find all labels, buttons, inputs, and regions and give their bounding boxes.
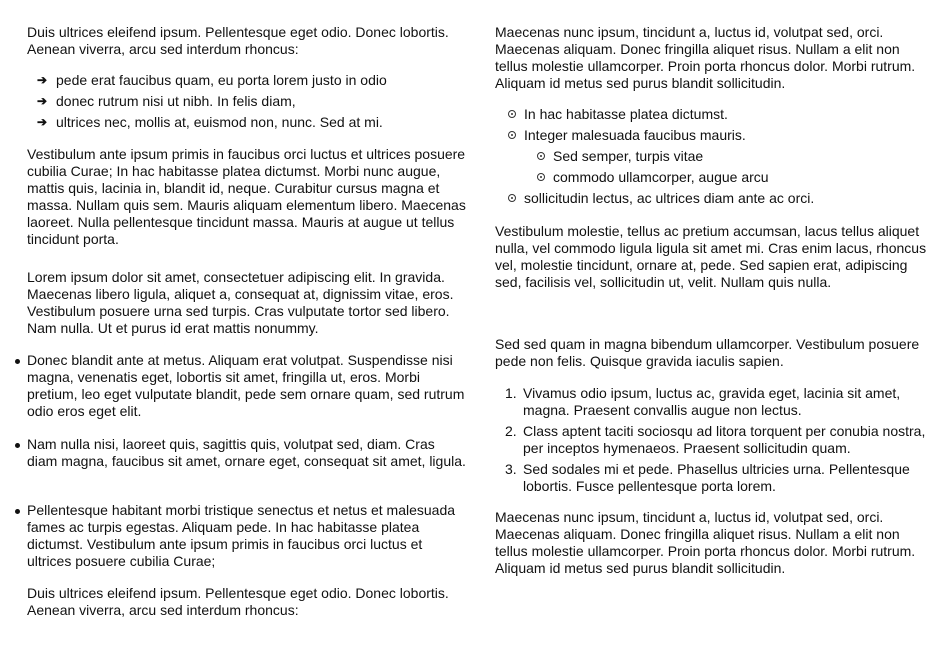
paragraph: Duis ultrices eleifend ipsum. Pellentesque eget odio. Donec lobortis. Aenean viverra, arcu sed interdum rhoncus: <box>27 24 449 57</box>
list-item: ➔ donec rutrum nisi ut nibh. In felis diam, <box>37 93 296 109</box>
list-item: 1. Vivamus odio ipsum, luctus ac, gravida eget, lacinia sit amet, magna. Praesent convallis augue non lectus. <box>505 385 901 418</box>
list-item: Donec blandit ante at metus. Aliquam erat volutpat. Suspendisse nisi magna, venenatis eget, lobortis sit amet, fringilla ut, eros. Morbi pretium, leo eget vulputate blandit, pede sem ornare quam, sed rutrum odio eros eget elit. <box>27 352 467 420</box>
arrow-right-icon: ➔ <box>37 115 48 129</box>
bullet-icon <box>15 359 20 364</box>
bullet-icon <box>15 509 20 514</box>
circle-bullet-icon <box>537 152 545 160</box>
list-item: sollicitudin lectus, ac ultrices diam ante ac orci. <box>495 190 935 211</box>
bullet-list <box>27 352 467 420</box>
list-item: Pellentesque habitant morbi tristique senectus et netus et malesuada fames ac turpis egestas. Aliquam pede. In hac habitasse platea dictumst. Vestibulum ante ipsum primis in faucibus orci luctus et ultrices posuere cubilia Curae; <box>27 502 467 570</box>
paragraph: Sed sed quam in magna bibendum ullamcorper. Vestibulum posuere pede non felis. Quisque gravida iaculis sapien. <box>495 336 920 369</box>
bullet-list <box>27 502 467 570</box>
circle-bullet-icon <box>508 131 516 139</box>
circle-bullet-icon <box>537 173 545 181</box>
list-item: Sed semper, turpis vitae <box>495 148 935 169</box>
list-item: commodo ullamcorper, augue arcu <box>495 169 935 190</box>
paragraph: Duis ultrices eleifend ipsum. Pellentesque eget odio. Donec lobortis. Aenean viverra, arcu sed interdum rhoncus: <box>27 585 449 618</box>
numbered-list <box>495 385 935 499</box>
circle-list <box>495 106 935 211</box>
arrow-right-icon: ➔ <box>37 73 48 87</box>
circle-bullet-icon <box>508 110 516 118</box>
list-item: 3. Sed sodales mi et pede. Phasellus ultricies urna. Pellentesque lobortis. Fusce pellentesque porta lorem. <box>505 461 910 494</box>
list-item: ➔ pede erat faucibus quam, eu porta lorem justo in odio <box>37 72 387 88</box>
bullet-list <box>27 436 467 470</box>
list-item: Nam nulla nisi, laoreet quis, sagittis quis, volutpat sed, diam. Cras diam magna, faucibus sit amet, ornare eget, consequat sit amet, ligula. <box>27 436 467 470</box>
arrow-right-icon: ➔ <box>37 94 48 108</box>
paragraph: Vestibulum ante ipsum primis in faucibus orci luctus et ultrices posuere cubilia Curae; In hac habitasse platea dictumst. Morbi nunc augue, mattis quis, lacinia in, blandit id, neque. Curabitur cursus magna et massa. Nullam quis sem. Mauris aliquam elementum libero. Maecenas laoreet. Nulla pellentesque tincidunt massa. Mauris at augue ut tellus tincidunt porta. <box>27 146 466 247</box>
paragraph: Lorem ipsum dolor sit amet, consectetuer adipiscing elit. In gravida. Maecenas libero ligula, aliquet a, consequat at, dignissim vitae, eros. Vestibulum posuere urna sed turpis. Cras vulputate tortor sed libero. Nam nulla. Ut et purus id erat mattis nonummy. <box>27 269 454 336</box>
circle-bullet-icon <box>508 194 516 202</box>
arrow-list <box>27 72 467 135</box>
bullet-icon <box>15 443 20 448</box>
paragraph: Maecenas nunc ipsum, tincidunt a, luctus id, volutpat sed, orci. Maecenas aliquam. Donec fringilla aliquet risus. Nullam a elit non tellus molestie ullamcorper. Proin porta rhoncus dolor. Morbi rutrum. Aliquam id metus sed purus blandit sollicitudin. <box>495 509 916 576</box>
paragraph: Vestibulum molestie, tellus ac pretium accumsan, lacus tellus aliquet nulla, vel commodo ligula ligula sit amet mi. Cras enim lacus, rhoncus vel, molestie tincidunt, ornare at, pede. Sed sapien erat, adipiscing sed, facilisis vel, sollicitudin ut, velit. Nullam quis nulla. <box>495 223 927 290</box>
list-item: In hac habitasse platea dictumst. <box>495 106 935 127</box>
list-item: Integer malesuada faucibus mauris. <box>495 127 935 148</box>
paragraph: Maecenas nunc ipsum, tincidunt a, luctus id, volutpat sed, orci. Maecenas aliquam. Donec fringilla aliquet risus. Nullam a elit non tellus molestie ullamcorper. Proin porta rhoncus dolor. Morbi rutrum. Aliquam id metus sed purus blandit sollicitudin. <box>495 24 916 91</box>
list-item: 2. Class aptent taciti sociosqu ad litora torquent per conubia nostra, per inceptos hymenaeos. Praesent sollicitudin quam. <box>505 423 926 456</box>
list-item: ➔ ultrices nec, mollis at, euismod non, nunc. Sed at mi. <box>37 114 383 130</box>
